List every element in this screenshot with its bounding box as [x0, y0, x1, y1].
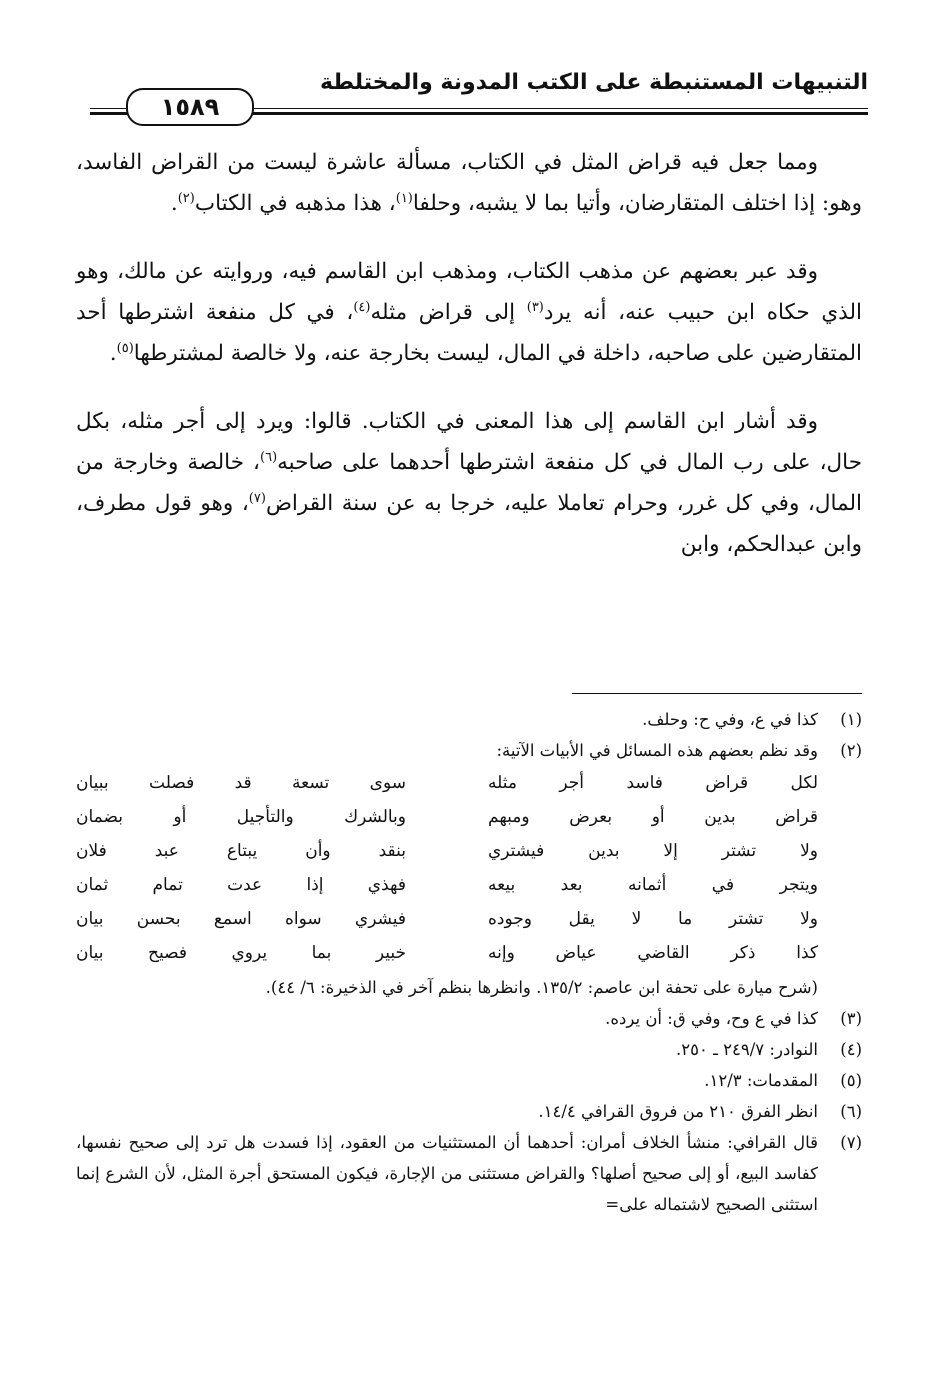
verse-first-hemistich: ولا تشتر ما لا يقل وجوده: [488, 909, 818, 929]
footnote-1: [76, 704, 862, 735]
paragraph: [76, 251, 862, 374]
footnote-number: (٣): [840, 1009, 862, 1028]
verse-first-hemistich: لكل قراض فاسد أجر مثله: [488, 773, 818, 793]
footnote-text: المقدمات: ١٢/٣.: [704, 1071, 818, 1090]
poem-intro: وقد نظم بعضهم هذه المسائل في الأبيات الآتية:: [496, 741, 818, 760]
footnote-7: [76, 1127, 862, 1220]
verse-second-hemistich: فهذي إذا عدت تمام ثمان: [76, 875, 406, 895]
verse-first-hemistich: ويتجر في أثمانه بعد بيعه: [488, 875, 818, 895]
text-run: ، هذا مذهبه في الكتاب: [194, 191, 396, 216]
footnote-number: (٤): [840, 1040, 862, 1059]
text-run: ، في كل منفعة اشترطها أحد المتقارضين على صاحبه، داخلة في المال، ليست بخارجة عنه، ولا خالصة لمشترطها: [76, 300, 862, 366]
verse-first-hemistich: قراض بدين أو بعرض ومبهم: [488, 807, 818, 827]
poem-verse: [76, 800, 818, 834]
footnote-ref[interactable]: (٢): [177, 190, 195, 206]
footnote-number: (٢): [840, 741, 862, 760]
poem-verse: [76, 936, 818, 970]
verse-second-hemistich: خبير بما يروي فصيح بيان: [76, 943, 406, 963]
footnote-ref[interactable]: (٦): [260, 449, 278, 465]
footnote-number: (٦): [840, 1102, 862, 1121]
footnote-text: قال القرافي: منشأ الخلاف أمران: أحدهما أن المستثنيات من العقود، إذا فسدت هل ترد إلى صحيح نفسها، كفاسد البيع، أو إلى صحيح أصلها؟ والقراض مستثنى من الإجارة، فيكون المستحق أجرة المثل، لأن الشرع إنما استثنى الصحيح لاشتماله على=: [76, 1133, 818, 1214]
footnote-number: (٧): [840, 1133, 862, 1152]
footnote-text: انظر الفرق ٢١٠ من فروق القرافي ١٤/٤.: [538, 1102, 818, 1121]
text-run: وقد عبر بعضهم عن مذهب الكتاب، ومذهب ابن القاسم فيه، وروايته عن مالك، وهو الذي حكاه ابن حبيب عنه، أنه يرد: [76, 259, 862, 325]
poem-verse: [76, 834, 818, 868]
text-run: .: [109, 341, 117, 366]
footnote-3: [76, 1003, 862, 1034]
verse-second-hemistich: فيشري سواه اسمع بحسن بيان: [76, 909, 406, 929]
paragraph: [76, 142, 862, 224]
verse-second-hemistich: بنقد وأن يبتاع عبد فلان: [76, 841, 406, 861]
text-run: ومما جعل فيه قراض المثل في الكتاب، مسألة عاشرة ليست من القراض الفاسد، وهو: إذا اختلف المتقارضان، وأتيا بما لا يشبه، وحلفا: [76, 150, 862, 216]
poem-source: (شرح ميارة على تحفة ابن عاصم: ١٣٥/٢. وانظرها بنظم آخر في الذخيرة: ٦/ ٤٤).: [265, 978, 818, 997]
text-run: .: [170, 191, 178, 216]
text-run: ، خالصة وخارجة من المال، وفي كل غرر، وحرام تعاملا عليه، خرجا به عن سنة القراض: [76, 450, 862, 516]
text-run: إلى قراض مثله: [370, 300, 527, 325]
footnote-ref[interactable]: (٣): [526, 299, 544, 315]
footnotes: [76, 704, 862, 1220]
verse-second-hemistich: سوى تسعة قد فصلت ببيان: [76, 773, 406, 793]
verse-second-hemistich: وبالشرك والتأجيل أو بضمان: [76, 807, 406, 827]
footnote-text: كذا في ع، وفي ح: وحلف.: [642, 710, 818, 729]
running-title: التنبيهات المستنبطة على الكتب المدونة والمختلطة: [319, 70, 868, 95]
poem-verse: [76, 868, 818, 902]
footnote-6: [76, 1096, 862, 1127]
footnote-ref[interactable]: (٧): [248, 490, 266, 506]
poem-verse: [76, 766, 818, 800]
footnote-ref[interactable]: (١): [395, 190, 413, 206]
footnote-text: النوادر: ٢٤٩/٧ ـ ٢٥٠.: [675, 1040, 818, 1059]
poem-verse: [76, 902, 818, 936]
page-number: ١٥٨٩: [126, 88, 254, 126]
footnote-ref[interactable]: (٤): [353, 299, 371, 315]
verse-first-hemistich: ولا تشتر إلا بدين فيشتري: [488, 841, 818, 861]
main-text: [76, 142, 862, 592]
footnote-separator: [572, 693, 862, 694]
footnote-body: [76, 735, 818, 1003]
footnote-number: (٥): [840, 1071, 862, 1090]
text-run: ، وهو قول مطرف، وابن عبدالحكم، وابن: [76, 491, 862, 557]
footnote-5: [76, 1065, 862, 1096]
footnote-ref[interactable]: (٥): [116, 340, 134, 356]
poem: [76, 766, 818, 970]
footnote-number: (١): [840, 710, 862, 729]
page-header: [90, 62, 868, 122]
verse-first-hemistich: كذا ذكر القاضي عياض وإنه: [488, 943, 818, 963]
footnote-text: كذا في ع وح، وفي ق: أن يرده.: [605, 1009, 818, 1028]
text-run: وقد أشار ابن القاسم إلى هذا المعنى في الكتاب. قالوا: ويرد إلى أجر مثله، بكل حال، على رب المال في كل منفعة اشترطها أحدهما على صاحبه: [76, 409, 862, 475]
paragraph: [76, 401, 862, 565]
footnote-2: [76, 735, 862, 1003]
footnote-4: [76, 1034, 862, 1065]
